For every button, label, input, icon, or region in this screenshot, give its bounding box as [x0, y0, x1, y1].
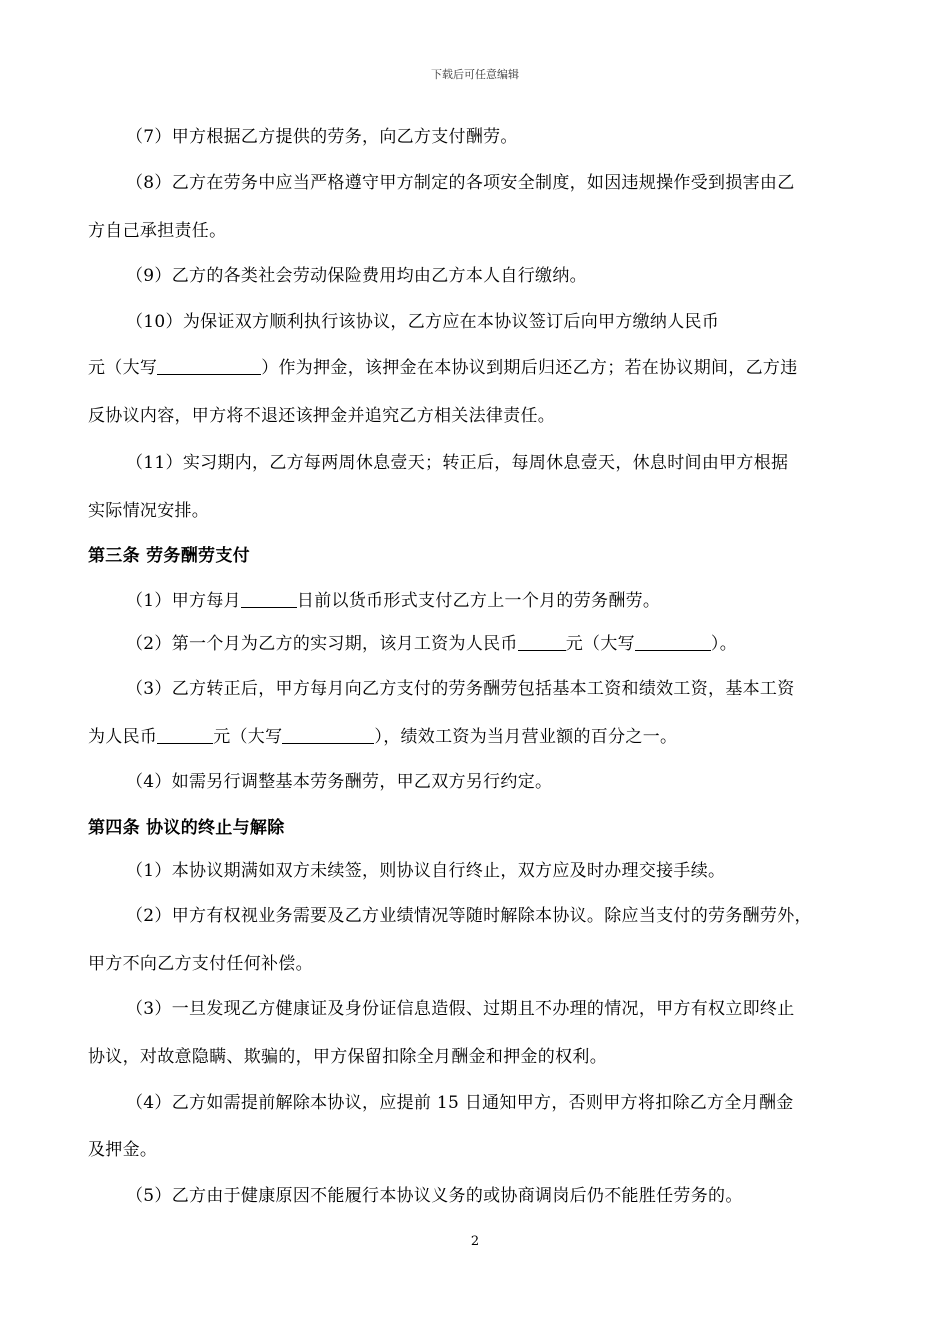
clause-3-item-1: [126, 590, 660, 612]
clause-2-item-11: （11）实习期内，乙方每两周休息壹天；转正后，每周休息壹天，休息时间由甲方根据: [126, 453, 789, 473]
clause-2-item-10-cont-1: [88, 357, 798, 379]
clause-2-item-8: （8）乙方在劳务中应当严格遵守甲方制定的各项安全制度，如因违规操作受到损害由乙: [126, 173, 795, 193]
clause-2-item-8-cont: 方自己承担责任。: [88, 221, 227, 241]
text-segment: 元（大写: [213, 727, 283, 747]
clause-4-item-5: （5）乙方由于健康原因不能履行本协议义务的或协商调岗后仍不能胜任劳务的。: [126, 1186, 743, 1206]
text-segment: ），绩效工资为当月营业额的百分之一。: [374, 727, 678, 747]
section-heading-3: 第三条 劳务酬劳支付: [88, 546, 250, 566]
clause-4-item-4-cont: 及押金。: [88, 1140, 158, 1160]
fill-in-blank-intern-salary[interactable]: [518, 634, 566, 651]
clause-4-item-4: （4）乙方如需提前解除本协议，应提前 15 日通知甲方，否则甲方将扣除乙方全月酬金: [126, 1093, 794, 1113]
clause-2-item-11-cont: 实际情况安排。: [88, 501, 210, 521]
fill-in-blank-base-salary[interactable]: [157, 727, 213, 744]
clause-2-item-10-cont-2: 反协议内容，甲方将不退还该押金并追究乙方相关法律责任。: [88, 406, 556, 426]
text-segment: 为人民币: [88, 727, 158, 747]
fill-in-blank-deposit-uppercase[interactable]: [157, 358, 261, 375]
page-number: 2: [470, 1234, 480, 1249]
text-segment: 元（大写: [565, 634, 635, 654]
clause-4-item-3-cont: 协议，对故意隐瞒、欺骗的，甲方保留扣除全月酬金和押金的权利。: [88, 1047, 607, 1067]
fill-in-blank-base-salary-uppercase[interactable]: [282, 727, 374, 744]
section-heading-4: 第四条 协议的终止与解除: [88, 818, 285, 838]
clause-3-item-2: [126, 633, 737, 655]
clause-3-item-4: （4）如需另行调整基本劳务酬劳，甲乙双方另行约定。: [126, 772, 553, 792]
text-segment: ）。: [710, 634, 738, 654]
fill-in-blank-intern-salary-uppercase[interactable]: [635, 634, 711, 651]
text-segment: 元（大写: [88, 358, 158, 378]
text-segment: 日前以货币形式支付乙方上一个月的劳务酬劳。: [296, 591, 661, 611]
clause-4-item-2-cont: 甲方不向乙方支付任何补偿。: [88, 954, 313, 974]
text-segment: （1）甲方每月: [126, 591, 241, 611]
page-header-note: 下载后可任意编辑: [431, 68, 519, 81]
clause-4-item-1: （1）本协议期满如双方未续签，则协议自行终止，双方应及时办理交接手续。: [126, 861, 726, 881]
text-segment: ）作为押金，该押金在本协议到期后归还乙方；若在协议期间，乙方违: [261, 358, 798, 378]
fill-in-blank-pay-day[interactable]: [241, 591, 297, 608]
text-segment: （2）第一个月为乙方的实习期，该月工资为人民币: [126, 634, 518, 654]
clause-4-item-2: （2）甲方有权视业务需要及乙方业绩情况等随时解除本协议。除应当支付的劳务酬劳外，: [126, 906, 812, 926]
clause-4-item-3: （3）一旦发现乙方健康证及身份证信息造假、过期且不办理的情况，甲方有权立即终止: [126, 999, 795, 1019]
clause-2-item-7: （7）甲方根据乙方提供的劳务，向乙方支付酬劳。: [126, 127, 518, 147]
clause-3-item-3-cont: [88, 726, 677, 748]
clause-2-item-10: （10）为保证双方顺利执行该协议，乙方应在本协议签订后向甲方缴纳人民币: [126, 312, 720, 332]
clause-2-item-9: （9）乙方的各类社会劳动保险费用均由乙方本人自行缴纳。: [126, 266, 587, 286]
clause-3-item-3: （3）乙方转正后，甲方每月向乙方支付的劳务酬劳包括基本工资和绩效工资，基本工资: [126, 679, 795, 699]
